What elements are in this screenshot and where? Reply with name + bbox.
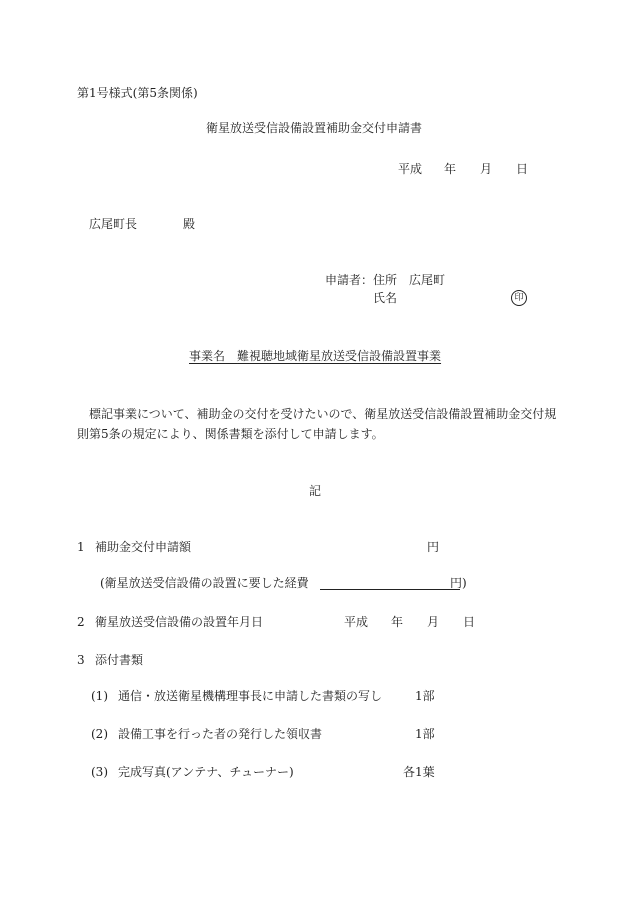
item-3-label: 添付書類: [95, 653, 144, 667]
item-1-note-unit: 円: [450, 576, 463, 590]
expense-amount-blank: [320, 589, 460, 590]
item-2-number: 2: [77, 615, 85, 629]
seal-mark: 印: [511, 290, 527, 306]
applicant-name-label: 氏名: [373, 291, 398, 305]
attachment-qty: 1部: [415, 689, 435, 703]
item-1-note-open: (衛星放送受信設備の設置に要した経費: [100, 576, 309, 590]
applicant-address: 広尾町: [409, 273, 446, 287]
addressee-name: 広尾町長: [89, 217, 138, 231]
item-1-unit: 円: [427, 540, 440, 554]
attachment-qty: 1部: [415, 727, 435, 741]
item-2-year: 年: [391, 615, 404, 629]
date-era: 平成: [398, 162, 423, 176]
date-month: 月: [480, 162, 493, 176]
attachment-name: 通信・放送衛星機構理事長に申請した書類の写し: [118, 689, 383, 703]
attachment-number: (3): [91, 765, 108, 779]
attachment-number: (1): [91, 689, 108, 703]
form-title: 衛星放送受信設備設置補助金交付申請書: [206, 121, 423, 135]
project-name: 難視聴地域衛星放送受信設備設置事業: [237, 349, 442, 363]
date-day: 日: [516, 162, 529, 176]
item-1-label: 補助金交付申請額: [95, 540, 192, 554]
item-1-number: 1: [77, 540, 85, 554]
item-2-day: 日: [463, 615, 476, 629]
body-line-1: 標記事業について、補助金の交付を受けたいので、衛星放送受信設備設置補助金交付規: [89, 407, 557, 421]
body-line-2: 則第5条の規定により、関係書類を添付して申請します。: [77, 427, 384, 441]
attachment-name: 設備工事を行った者の発行した領収書: [118, 727, 323, 741]
item-2-label: 衛星放送受信設備の設置年月日: [95, 615, 264, 629]
attachment-name: 完成写真(アンテナ、チューナー): [118, 765, 294, 779]
attachment-qty: 各1葉: [403, 765, 435, 779]
applicant-address-label: 申請者：住所: [325, 273, 398, 287]
item-3-number: 3: [77, 653, 85, 667]
form-number: 第1号様式(第5条関係): [77, 86, 198, 100]
project-label: 事業名: [189, 349, 226, 363]
ki-heading: 記: [309, 484, 322, 498]
item-2-month: 月: [427, 615, 440, 629]
date-year: 年: [444, 162, 457, 176]
project-name-line: [189, 350, 441, 362]
addressee-honorific: 殿: [183, 217, 196, 231]
attachment-number: (2): [91, 727, 108, 741]
item-2-era: 平成: [344, 615, 369, 629]
item-1-note-close: ): [462, 576, 467, 590]
